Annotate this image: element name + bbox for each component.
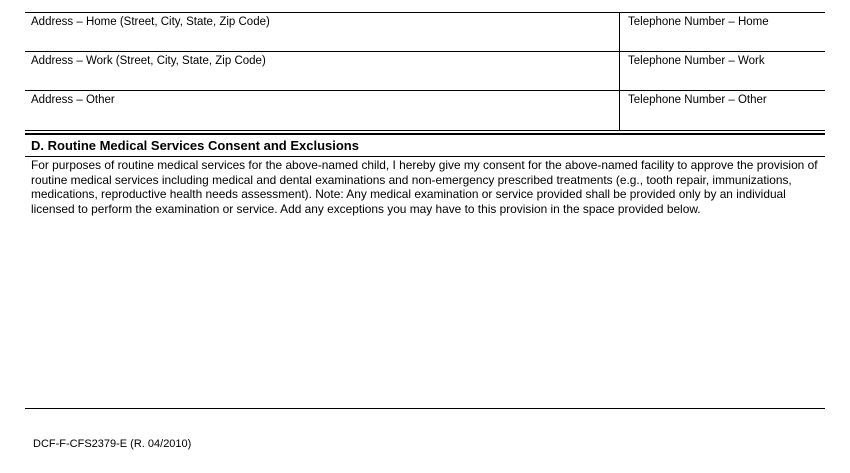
home-phone-cell[interactable] (620, 13, 825, 51)
other-phone-input[interactable] (626, 112, 819, 128)
consent-form (25, 12, 825, 412)
work-phone-cell[interactable] (620, 52, 825, 90)
address-row-home (25, 12, 825, 51)
section-d-body (25, 157, 825, 412)
other-phone-cell[interactable] (620, 91, 825, 130)
work-phone-label: Telephone Number – Work (628, 55, 765, 67)
form-id-footer: DCF-F-CFS2379-E (R. 04/2010) (33, 438, 192, 450)
other-phone-label: Telephone Number – Other (628, 94, 767, 106)
address-row-work (25, 51, 825, 90)
consent-paragraph: For purposes of routine medical services for the above-named child, I hereby give my consent for the above-named facility to approve the provision of routine medical services including medical and dental examinations and non-emergency prescribed treatments (e.g., tooth repair, immunizations, medications, reproductive health needs assessment). Note: Any medical examination or service provided shall be provided only by an individual licensed to perform the examination or service. Add any exceptions you may have to this provision in the space provided below. (31, 158, 818, 216)
work-address-label: Address – Work (Street, City, State, Zip Code) (31, 55, 266, 67)
address-row-other (25, 90, 825, 131)
home-phone-label: Telephone Number – Home (628, 16, 769, 28)
home-address-cell[interactable] (25, 13, 620, 51)
exceptions-textarea[interactable] (31, 233, 819, 408)
home-address-label: Address – Home (Street, City, State, Zip Code) (31, 16, 270, 28)
work-address-cell[interactable] (25, 52, 620, 90)
other-address-label: Address – Other (31, 94, 115, 106)
bottom-divider (25, 408, 825, 409)
home-phone-input[interactable] (626, 33, 819, 49)
work-phone-input[interactable] (626, 72, 819, 88)
other-address-cell[interactable] (25, 91, 620, 130)
home-address-input[interactable] (31, 33, 613, 49)
work-address-input[interactable] (31, 72, 613, 88)
section-d-heading: D. Routine Medical Services Consent and Exclusions (25, 133, 825, 157)
other-address-input[interactable] (31, 112, 613, 128)
